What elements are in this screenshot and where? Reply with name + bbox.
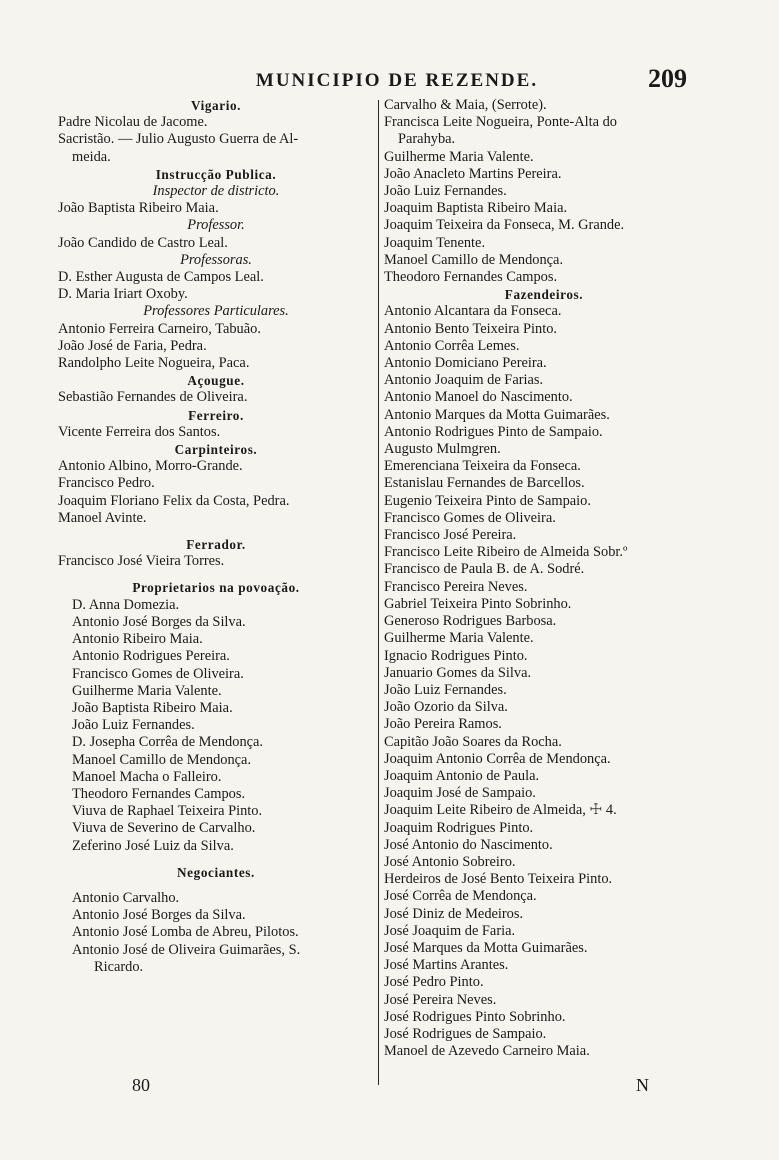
subsection-heading: Professor. — [187, 217, 245, 234]
list-item: Manoel Macha o Falleiro. — [72, 768, 222, 785]
list-item: Antonio Corrêa Lemes. — [384, 337, 520, 354]
list-item: João Pereira Ramos. — [384, 716, 502, 733]
list-item: Theodoro Fernandes Campos. — [72, 785, 246, 802]
list-item: João Ozorio da Silva. — [384, 699, 508, 716]
list-item: João Luiz Fernandes. — [384, 183, 507, 200]
entry: Sacristão. — Julio Augusto Guerra de Al- — [58, 131, 299, 148]
section-heading: Negociantes. — [177, 864, 255, 880]
list-item: Francisco Gomes de Oliveira. — [72, 665, 244, 682]
entry: Francisca Leite Nogueira, Ponte-Alta do — [384, 114, 617, 131]
entry: Randolpho Leite Nogueira, Paca. — [58, 355, 250, 372]
list-item: Emerenciana Teixeira da Fonseca. — [384, 458, 581, 475]
list-item: João Luiz Fernandes. — [72, 717, 195, 734]
entry: João José de Faria, Pedra. — [58, 337, 207, 354]
entry-continuation: Parahyba. — [398, 131, 456, 148]
list-item: Zeferino José Luiz da Silva. — [72, 837, 234, 854]
entry: Sebastião Fernandes de Oliveira. — [58, 389, 248, 406]
list-item: José Rodrigues de Sampaio. — [384, 1025, 547, 1042]
section-heading: Açougue. — [187, 373, 245, 389]
entry-continuation: meida. — [72, 148, 111, 165]
list-item: Joaquim Rodrigues Pinto. — [384, 819, 534, 836]
list-item: Joaquim Teixeira da Fonseca, M. Grande. — [384, 217, 625, 234]
list-item: José Rodrigues Pinto Sobrinho. — [384, 1008, 566, 1025]
list-item: Antonio José Lomba de Abreu, Pilotos. — [72, 924, 299, 941]
list-item: Antonio Joaquim de Farias. — [384, 372, 544, 389]
subsection-heading: Professores Particulares. — [143, 303, 289, 320]
list-item: Guilherme Maria Valente. — [72, 682, 222, 699]
entry: Carvalho & Maia, (Serrote). — [384, 97, 547, 113]
list-item: Antonio José Borges da Silva. — [72, 907, 246, 924]
list-item: Antonio Rodrigues Pinto de Sampaio. — [384, 423, 603, 440]
entry: D. Esther Augusta de Campos Leal. — [58, 269, 264, 286]
list-item: Capitão João Soares da Rocha. — [384, 733, 562, 750]
list-item: D. Anna Domezia. — [72, 596, 180, 613]
entry: Antonio Ferreira Carneiro, Tabuão. — [58, 320, 261, 337]
list-item: Theodoro Fernandes Campos. — [384, 269, 558, 286]
left-column — [58, 97, 374, 976]
list-item: Estanislau Fernandes de Barcellos. — [384, 475, 585, 492]
list-item: José Antonio Sobreiro. — [384, 853, 516, 870]
list-item: Viuva de Raphael Teixeira Pinto. — [72, 803, 263, 820]
list-item: Manoel Camillo de Mendonça. — [384, 251, 564, 268]
right-column — [384, 97, 704, 1060]
list-item: Francisco Gomes de Oliveira. — [384, 509, 556, 526]
section-heading: Proprietarios na povoação. — [132, 580, 300, 596]
column-divider — [378, 100, 379, 1085]
list-item: Manoel Camillo de Mendonça. — [72, 751, 252, 768]
list-item: Guilherme Maria Valente. — [384, 630, 534, 647]
list-item: Manoel de Azevedo Carneiro Maia. — [384, 1043, 590, 1060]
list-item: Antonio Marques da Motta Guimarães. — [384, 406, 610, 423]
list-item: Antonio Alcantara da Fonseca. — [384, 303, 562, 320]
entry-continuation: Ricardo. — [94, 958, 144, 975]
list-item: Gabriel Teixeira Pinto Sobrinho. — [384, 595, 572, 612]
entry: João Candido de Castro Leal. — [58, 234, 228, 251]
list-item: Antonio Manoel do Nascimento. — [384, 389, 573, 406]
page-title: MUNICIPIO DE REZENDE. — [255, 70, 539, 91]
list-item: José Corrêa de Mendonça. — [384, 888, 537, 905]
entry: João Baptista Ribeiro Maia. — [58, 200, 219, 217]
list-item: Joaquim Antonio de Paula. — [384, 767, 540, 784]
list-item: João Luiz Fernandes. — [384, 681, 507, 698]
list-item: José Joaquim de Faria. — [384, 922, 516, 939]
entry: Francisco José Vieira Torres. — [58, 553, 225, 570]
page-footer — [0, 1073, 779, 1103]
subsection-heading: Inspector de districto. — [152, 183, 280, 200]
list-item: Eugenio Teixeira Pinto de Sampaio. — [384, 492, 591, 509]
entry: Vicente Ferreira dos Santos. — [58, 423, 221, 440]
list-item: Generoso Rodrigues Barbosa. — [384, 613, 557, 630]
list-item: D. Josepha Corrêa de Mendonça. — [72, 734, 264, 751]
list-item: José Antonio do Nascimento. — [384, 836, 553, 853]
list-item: Joaquim Baptista Ribeiro Maia. — [384, 200, 568, 217]
list-item: João Anacleto Martins Pereira. — [384, 165, 562, 182]
list-item: Januario Gomes da Silva. — [384, 664, 532, 681]
list-item: Francisco Pereira Neves. — [384, 578, 528, 595]
entry: Francisco Pedro. — [58, 475, 155, 492]
list-item: Joaquim Antonio Corrêa de Mendonça. — [384, 750, 611, 767]
entry: Manoel Avinte. — [58, 509, 147, 526]
list-item: Antonio Carvalho. — [72, 889, 180, 906]
list-item: Francisco José Pereira. — [384, 527, 517, 544]
signature-mark: N — [636, 1075, 649, 1095]
list-item: José Marques da Motta Guimarães. — [384, 939, 588, 956]
section-heading: Ferreiro. — [188, 407, 244, 423]
list-item: José Diniz de Medeiros. — [384, 905, 524, 922]
entry: Joaquim Floriano Felix da Costa, Pedra. — [58, 492, 290, 509]
list-item: Augusto Mulmgren. — [384, 441, 501, 458]
list-item: Antonio José Borges da Silva. — [72, 613, 246, 630]
entry: Padre Nicolau de Jacome. — [58, 114, 208, 131]
entry: Antonio Albino, Morro-Grande. — [58, 458, 243, 475]
list-item: Antonio Rodrigues Pereira. — [72, 648, 230, 665]
list-item: Antonio José de Oliveira Guimarães, S. — [72, 941, 301, 958]
list-item: João Baptista Ribeiro Maia. — [72, 699, 233, 716]
list-item: Antonio Bento Teixeira Pinto. — [384, 320, 557, 337]
list-item: Francisco de Paula B. de A. Sodré. — [384, 561, 585, 578]
section-heading: Fazendeiros. — [504, 287, 584, 303]
subsection-heading: Professoras. — [180, 251, 252, 268]
entry: D. Maria Iriart Oxoby. — [58, 286, 188, 303]
page-number: 209 — [648, 64, 687, 93]
list-item: Joaquim José de Sampaio. — [384, 785, 536, 802]
list-item: José Pedro Pinto. — [384, 974, 484, 991]
list-item: Joaquim Tenente. — [384, 234, 486, 251]
list-item: Francisco Leite Ribeiro de Almeida Sobr.º — [384, 544, 628, 561]
section-heading: Carpinteiros. — [174, 442, 258, 458]
page-header — [0, 64, 779, 94]
list-item: Joaquim Leite Ribeiro de Almeida, ☩ 4. — [384, 802, 617, 819]
signature-number: 80 — [132, 1075, 150, 1095]
list-item: Antonio Domiciano Pereira. — [384, 355, 547, 372]
list-item: Herdeiros de José Bento Teixeira Pinto. — [384, 871, 613, 888]
section-heading: Ferrador. — [186, 537, 246, 553]
list-item: José Martins Arantes. — [384, 957, 509, 974]
list-item: José Pereira Neves. — [384, 991, 497, 1008]
list-item: Ignacio Rodrigues Pinto. — [384, 647, 528, 664]
section-heading: Vigario. — [190, 98, 242, 113]
list-item: Guilherme Maria Valente. — [384, 148, 534, 165]
section-heading: Instrucção Publica. — [155, 166, 277, 182]
list-item: Viuva de Severino de Carvalho. — [72, 820, 256, 837]
list-item: Antonio Ribeiro Maia. — [72, 631, 203, 648]
